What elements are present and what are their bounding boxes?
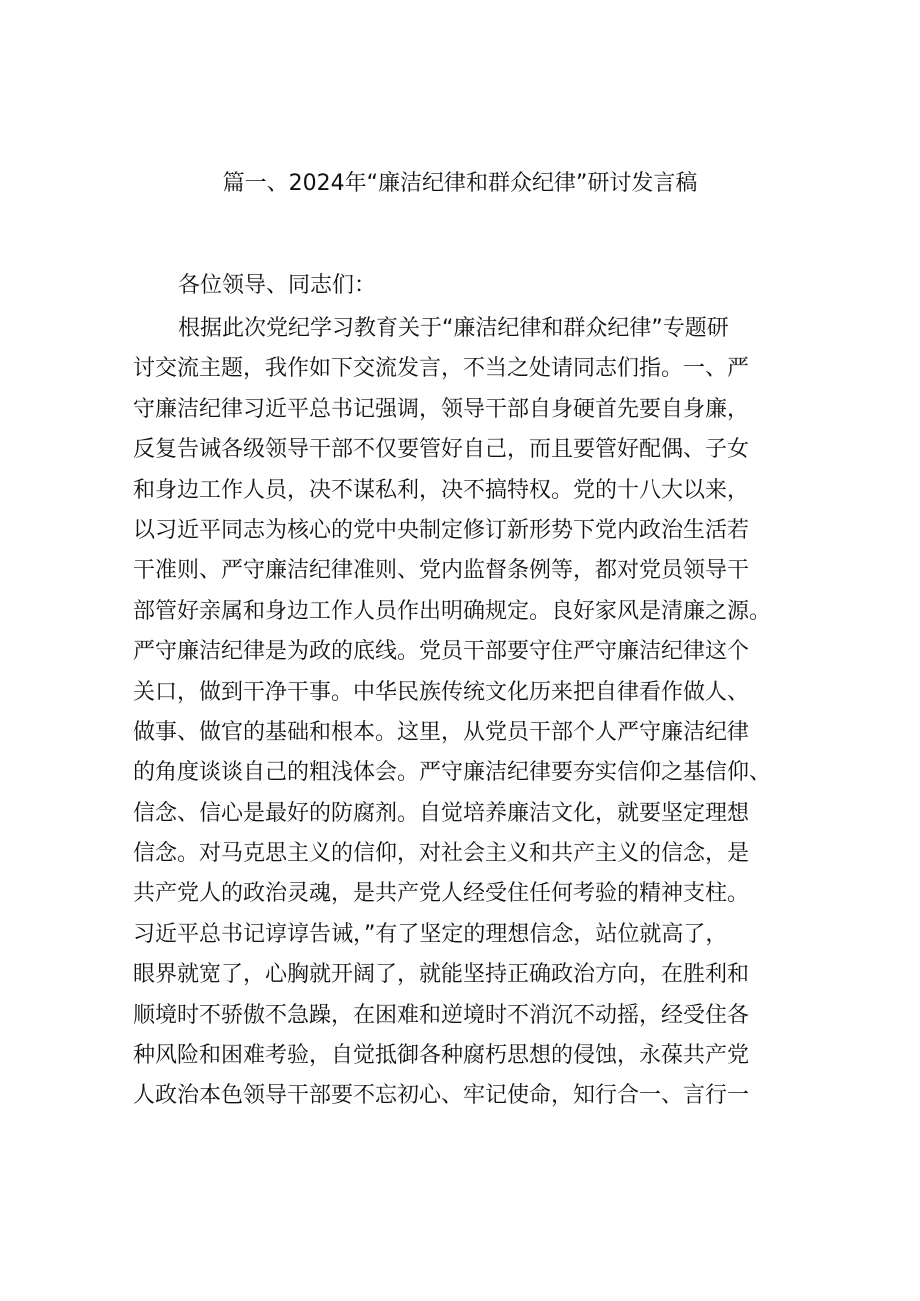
- text-line: 做事、做官的基础和根本。这里，从党员干部个人严守廉洁纪律: [133, 719, 750, 745]
- text-line: 关口，做到干净干事。中华民族传统文化历来把自律看作做人、: [133, 679, 750, 705]
- text-line: 眼界就宽了，心胸就开阔了，就能坚持正确政治方向，在胜利和: [133, 962, 750, 988]
- text-line: 反复告诫各级领导干部不仅要管好自己，而且要管好配偶、子女: [133, 437, 750, 463]
- text-line: 共产党人的政治灵魂，是共产党人经受住任何考验的精神支柱。: [133, 881, 750, 907]
- text-line: 的角度谈谈自己的粗浅体会。严守廉洁纪律要夯实信仰之基信仰、: [133, 760, 772, 786]
- text-line: 守廉洁纪律习近平总书记强调，领导干部自身硬首先要自身廉，: [133, 396, 750, 422]
- text-line: 讨交流主题，我作如下交流发言，不当之处请同志们指。一、严: [133, 356, 750, 382]
- text-line: 部管好亲属和身边工作人员作出明确规定。良好家风是清廉之源。: [133, 598, 772, 624]
- text-line: 干准则、严守廉洁纪律准则、党内监督条例等，都对党员领导干: [133, 558, 750, 584]
- text-line: 人政治本色领导干部要不忘初心、牢记使命，知行合一、言行一: [133, 1083, 750, 1109]
- text-line: 习近平总书记谆谆告诫，”有了坚定的理想信念，站位就高了，: [133, 921, 728, 947]
- salutation: 各位领导、同志们：: [178, 273, 377, 298]
- text-line: 和身边工作人员，决不谋私利，决不搞特权。党的十八大以来，: [133, 477, 750, 503]
- text-line: 以习近平同志为核心的党中央制定修订新形势下党内政治生活若: [133, 517, 750, 543]
- text-line: 信念、信心是最好的防腐剂。自觉培养廉洁文化，就要坚定理想: [133, 800, 750, 826]
- text-line: 顺境时不骄傲不急躁，在困难和逆境时不消沉不动摇，经受住各: [133, 1002, 750, 1028]
- text-line: 根据此次党纪学习教育关于“廉洁纪律和群众纪律”专题研: [178, 316, 729, 341]
- body-text: [0, 309, 920, 1117]
- text-line: 严守廉洁纪律是为政的底线。党员干部要守住严守廉洁纪律这个: [133, 639, 750, 665]
- document-title: 篇一、2024年“廉洁纪律和群众纪律”研讨发言稿: [222, 171, 698, 196]
- text-line: 种风险和困难考验，自觉抵御各种腐朽思想的侵蚀，永葆共产党: [133, 1043, 750, 1069]
- text-line: 信念。对马克思主义的信仰，对社会主义和共产主义的信念，是: [133, 841, 750, 867]
